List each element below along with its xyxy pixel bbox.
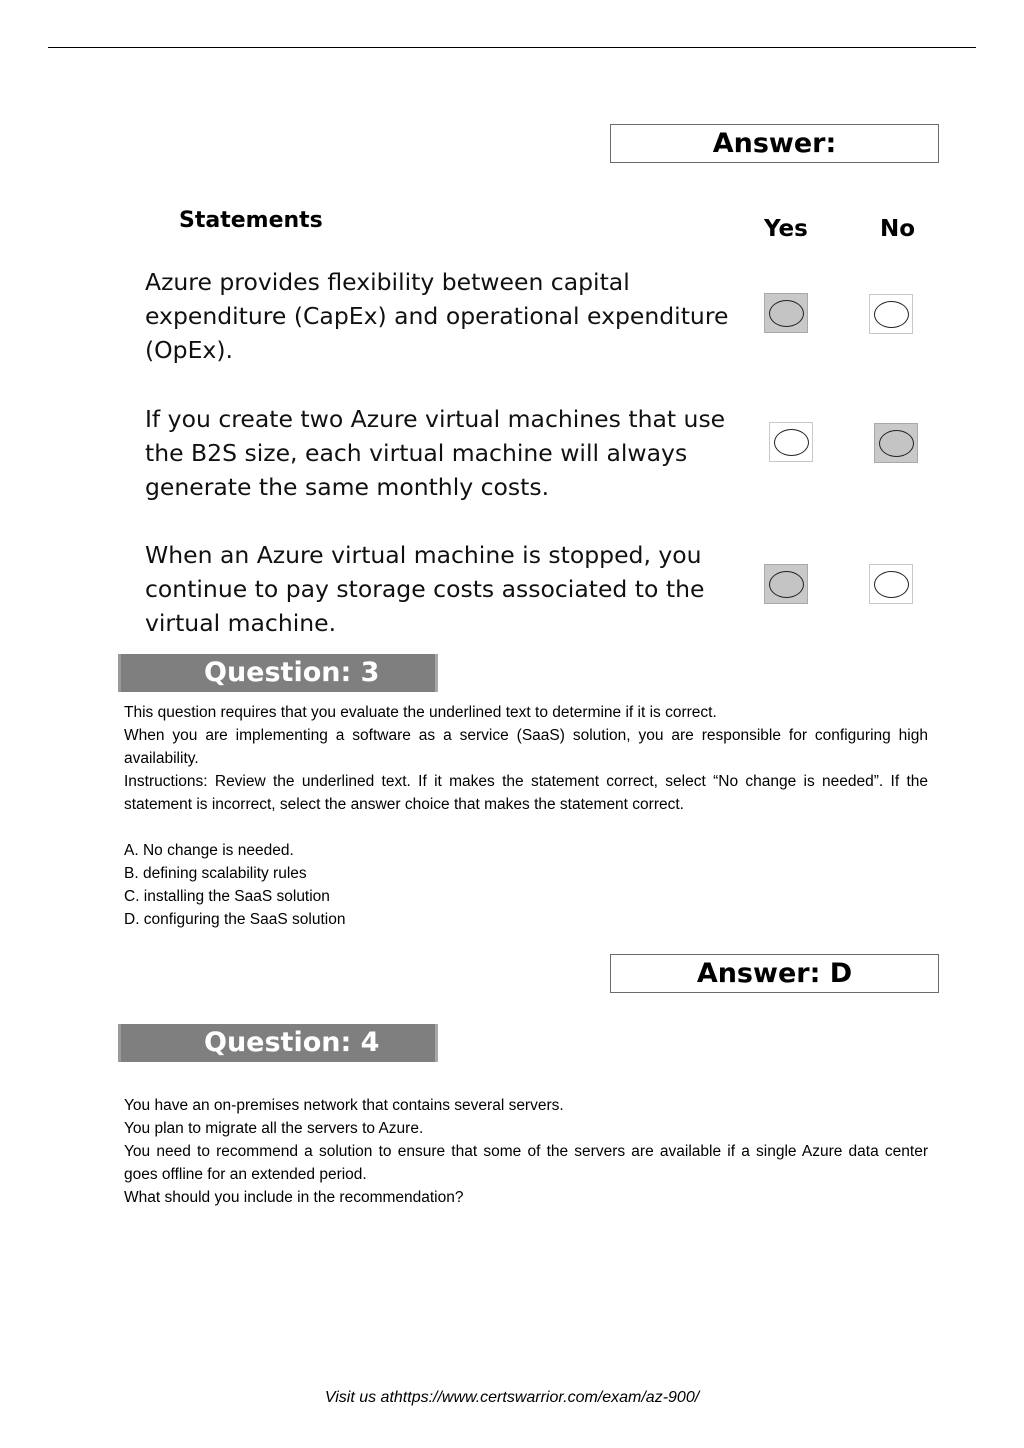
answer-box-q2: Answer:: [610, 124, 939, 163]
radio-circle-icon: [879, 430, 914, 457]
statement-2-yes-radio[interactable]: [769, 422, 813, 462]
question-3-line-2: When you are implementing a software as a service (SaaS) solution, you are responsible for configuring high availability.: [124, 727, 928, 767]
question-3-banner: Question: 3: [118, 654, 438, 692]
radio-circle-icon: [774, 429, 809, 456]
option-a[interactable]: A. No change is needed.: [124, 842, 294, 859]
question-3-line-3: Instructions: Review the underlined text. If it makes the statement correct, select “No change is needed”. If the statement is incorrect, select the answer choice that makes the statement correct.: [124, 773, 928, 813]
option-c[interactable]: C. installing the SaaS solution: [124, 888, 330, 905]
question-4-line-2: You plan to migrate all the servers to Azure.: [124, 1120, 424, 1137]
statement-1-no-radio[interactable]: [869, 294, 913, 334]
statement-1: Azure provides flexibility between capital expenditure (CapEx) and operational expenditure (OpEx).: [145, 268, 729, 364]
option-b[interactable]: B. defining scalability rules: [124, 865, 307, 882]
question-4-text: [124, 1094, 928, 1209]
yes-header: Yes: [764, 216, 808, 242]
statement-2: If you create two Azure virtual machines that use the B2S size, each virtual machine will always generate the same monthly costs.: [145, 405, 726, 501]
top-rule: [48, 47, 976, 48]
statement-2-no-radio[interactable]: [874, 423, 918, 463]
question-3-options: [124, 839, 345, 931]
statement-3-no-radio[interactable]: [869, 564, 913, 604]
statement-1-yes-radio[interactable]: [764, 293, 808, 333]
radio-circle-icon: [769, 571, 804, 598]
question-3-text: [124, 701, 928, 816]
statement-3-yes-radio[interactable]: [764, 564, 808, 604]
answer-box-q3: Answer: D: [610, 954, 939, 993]
radio-circle-icon: [874, 301, 909, 328]
radio-circle-icon: [874, 571, 909, 598]
question-4-line-1: You have an on-premises network that contains several servers.: [124, 1097, 564, 1114]
question-4-line-3: You need to recommend a solution to ensure that some of the servers are available if a single Azure data center goes offline for an extended period.: [124, 1143, 928, 1183]
footer-link[interactable]: Visit us athttps://www.certswarrior.com/exam/az-900/: [324, 1389, 700, 1406]
statements-header: Statements: [179, 208, 323, 233]
question-3-line-1: This question requires that you evaluate the underlined text to determine if it is correct.: [124, 704, 717, 721]
option-d[interactable]: D. configuring the SaaS solution: [124, 911, 346, 928]
statement-3: When an Azure virtual machine is stopped, you continue to pay storage costs associated to the virtual machine.: [145, 541, 705, 637]
no-header: No: [880, 216, 916, 242]
question-4-banner: Question: 4: [118, 1024, 438, 1062]
question-4-line-4: What should you include in the recommendation?: [124, 1189, 464, 1206]
radio-circle-icon: [769, 300, 804, 327]
